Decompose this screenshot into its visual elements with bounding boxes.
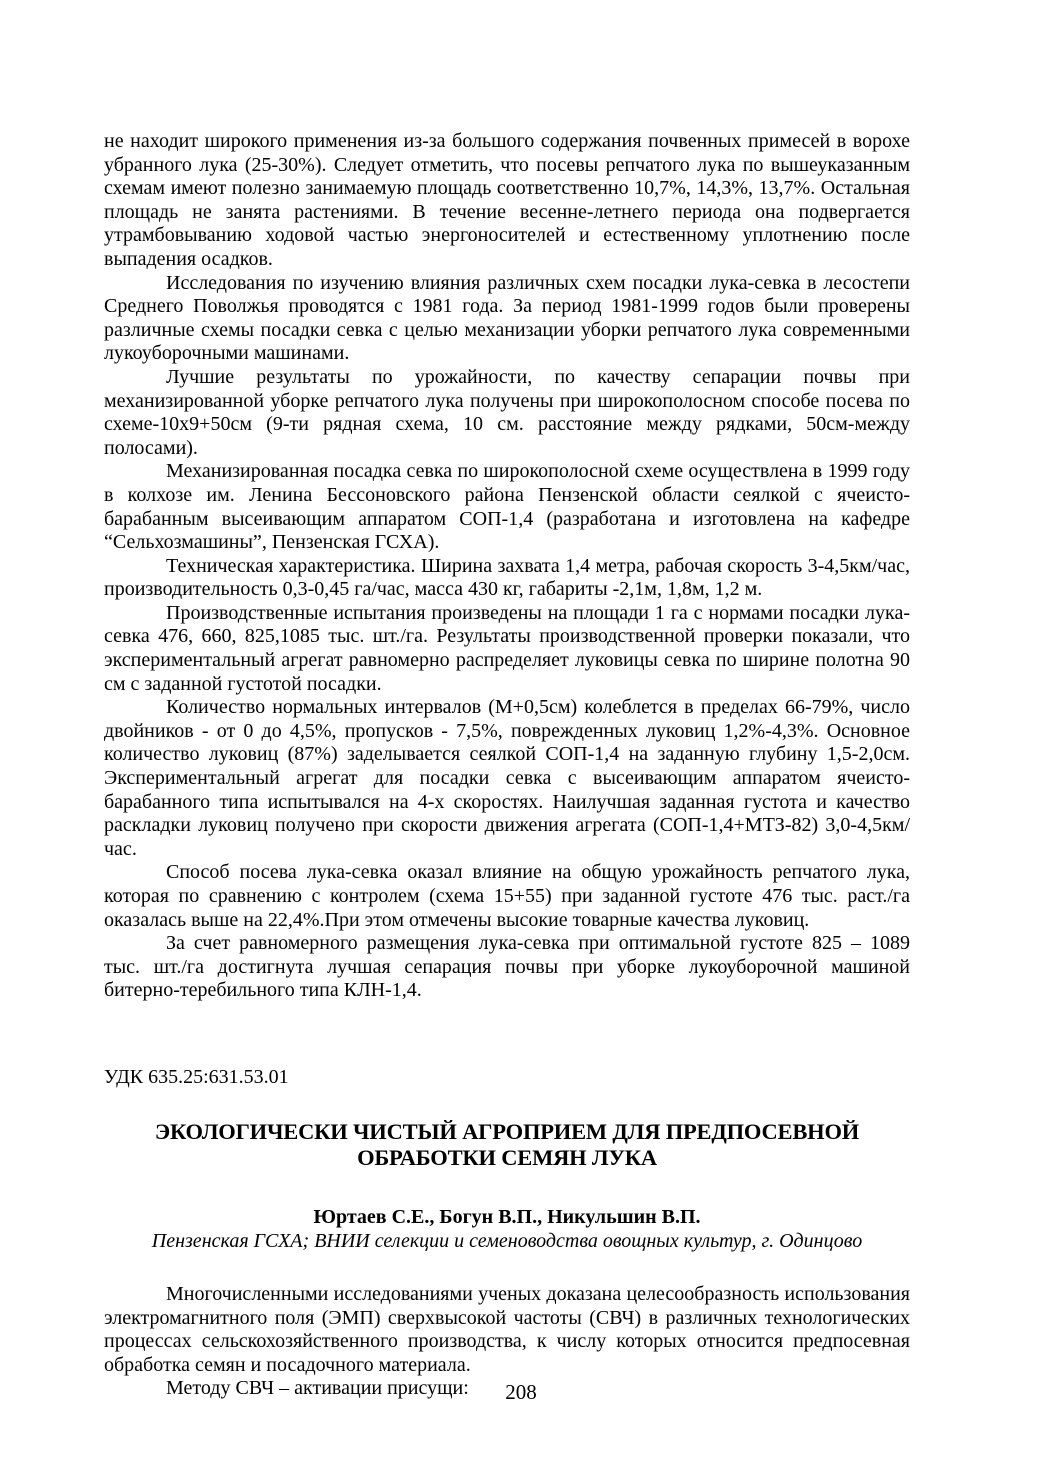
article-title-line-2: ОБРАБОТКИ СЕМЯН ЛУКА: [357, 1144, 657, 1170]
page-content: [104, 130, 910, 1401]
body-paragraph-3: Лучшие результаты по урожайности, по качеству сепарации почвы при механизированной уборке репчатого лука получены при широкополосном способе посева по схеме-10х9+50см (9-ти рядная схема, 10 см. расстояние между рядками, 50см-между полосами).: [104, 365, 910, 459]
article-paragraph-1: Многочисленными исследованиями ученых доказана целесообразность использования электромагнитного поля (ЭМП) сверхвысокой частоты (СВЧ) в различных технологических процессах сельскохозяйственного производства, к числу которых относится предпосевная обработка семян и посадочного материала.: [104, 1282, 910, 1376]
body-paragraph-1: не находит широкого применения из-за большого содержания почвенных примесей в ворохе убранного лука (25-30%). Следует отметить, что посевы репчатого лука по вышеуказанным схемам имеют полезно занимаемую площадь соответственно 10,7%, 14,3%, 13,7%. Остальная площадь не занята растениями. В течение весенне-летнего периода она подвергается утрамбовыванию ходовой частью энергоносителей и естественному уплотнению после выпадения осадков.: [104, 130, 910, 270]
page-number: 208: [505, 1380, 537, 1404]
body-paragraph-5: Техническая характеристика. Ширина захвата 1,4 метра, рабочая скорость 3-4,5км/час, производительность 0,3-0,45 га/час, масса 430 кг, габариты -2,1м, 1,8м, 1,2 м.: [104, 554, 910, 601]
body-paragraph-4: Механизированная посадка севка по широкополосной схеме осуществлена в 1999 году в колхозе им. Ленина Бессоновского района Пензенской области сеялкой с ячеисто-барабанным высеивающим аппаратом СОП-1,4 (разработана и изготовлена на кафедре “Сельхозмашины”, Пензенская ГСХА).: [104, 460, 910, 554]
article-title: [104, 1119, 910, 1171]
article-affiliation: Пензенская ГСХА; ВНИИ селекции и семеноводства овощных культур, г. Одинцово: [151, 1229, 863, 1252]
body-paragraph-6: Производственные испытания произведены на площади 1 га с нормами посадки лука-севка 476, 660, 825,1085 тыс. шт./га. Результаты производственной проверки показали, что экспериментальный агрегат равномерно распределяет луковицы севка по ширине полотна 90 см с заданной густотой посадки.: [104, 601, 910, 695]
body-paragraph-2: Исследования по изучению влияния различных схем посадки лука-севка в лесостепи Среднего Поволжья проводятся с 1981 года. За период 1981-1999 годов были проверены различные схемы посадки севка с целью механизации уборки репчатого лука современными лукоуборочными машинами.: [104, 271, 910, 365]
body-paragraph-7: Количество нормальных интервалов (М+0,5см) колеблется в пределах 66-79%, число двойников - от 0 до 4,5%, пропусков - 7,5%, поврежденных луковиц 1,2%-4,3%. Основное количество луковиц (87%) заделывается сеялкой СОП-1,4 на заданную глубину 1,5-2,0см. Экспериментальный агрегат для посадки севка с высеивающим аппаратом ячеисто-барабанного типа испытывался на 4-х скоростях. Наилучшая заданная густота и качество раскладки луковиц получено при скорости движения агрегата (СОП-1,4+МТЗ-82) 3,0-4,5км/час.: [104, 696, 910, 860]
section-gap: [104, 1253, 910, 1283]
body-paragraph-8: Способ посева лука-севка оказал влияние на общую урожайность репчатого лука, которая по сравнению с контролем (схема 15+55) при заданной густоте 476 тыс. раст./га оказалась выше на 22,4%.При этом отмечены высокие товарные качества луковиц.: [104, 861, 910, 931]
udk-code: УДК 635.25:631.53.01: [104, 1065, 289, 1088]
body-paragraph-9: За счет равномерного размещения лука-севка при оптимальной густоте 825 – 1089 тыс. шт./га достигнута лучшая сепарация почвы при уборке лукоуборочной машиной битерно-теребильного типа КЛН-1,4.: [104, 932, 910, 1002]
article-paragraph-2: Методу СВЧ – активации присущи:: [166, 1377, 469, 1400]
article-title-line-1: ЭКОЛОГИЧЕСКИ ЧИСТЫЙ АГРОПРИЕМ ДЛЯ ПРЕДПОСЕВНОЙ: [154, 1118, 860, 1144]
article-authors: Юртаев С.Е., Богун В.П., Никульшин В.П.: [313, 1205, 701, 1228]
